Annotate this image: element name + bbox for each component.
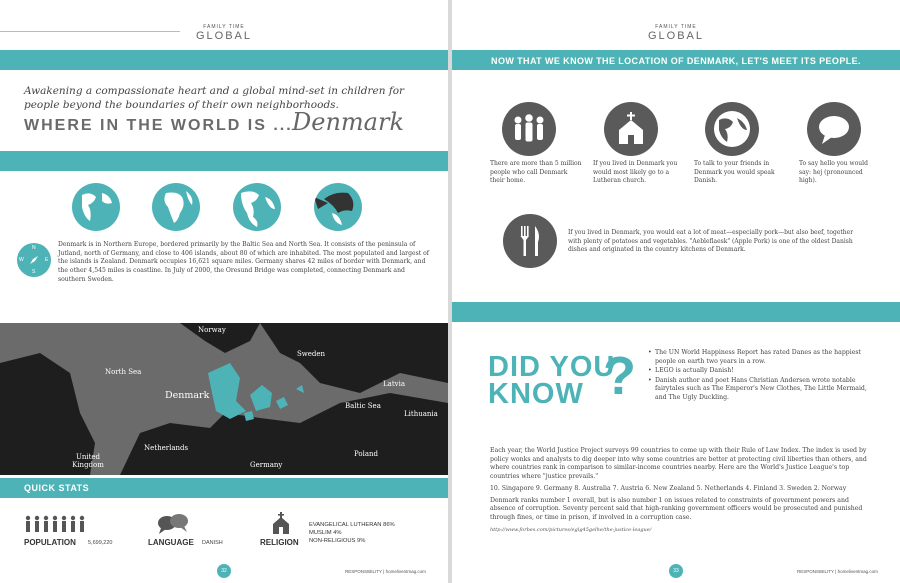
globe-europe-icon: [314, 183, 362, 231]
map-label-poland: Poland: [354, 450, 379, 458]
religion-value-3: NON-RELIGIOUS 9%: [309, 538, 366, 544]
kicker: FAMILY TIME: [203, 24, 245, 30]
population-icon: [24, 515, 86, 533]
population-label: POPULATION: [24, 538, 76, 547]
religion-value-2: MUSLIM 4%: [309, 530, 342, 536]
did-you-know-list: [648, 349, 870, 404]
crowd-icon: [502, 102, 556, 156]
fact-hello: To say hello you would say: hej (pronounced high).: [799, 160, 868, 185]
globe-america-icon: [233, 183, 281, 231]
tagline: Awakening a compassionate heart and a global mind-set in children for people beyond the boundaries of their own neighborhoods.: [24, 85, 405, 111]
denmark-map: [0, 323, 448, 475]
compass-n: N: [32, 245, 36, 251]
justice-list: 10. Singapore 9. Germany 8. Australia 7. Austria 6. New Zealand 5. Netherlands 4. Finland 3. Sweden 2. Norway: [490, 484, 847, 492]
globe-americas-icon: [72, 183, 120, 231]
intro-paragraph: Denmark is in Northern Europe, bordered primarily by the Baltic Sea and North Sea. It consists of the peninsula of Jutland, north of Germany, and close to 406 islands, about 80 of which are inhabited. The most populated and largest of the islands is Zealand. Denmark occupies 16,621 square miles. Germany shares 42 miles of border with Denmark, and the other 4,545 miles is coastline. In July of 2000, the Oresund Bridge was completed, connecting Denmark and southern Sweden.: [58, 241, 430, 283]
map-label-netherlands: Netherlands: [144, 444, 189, 452]
list-item: • The UN World Happiness Report has rated Danes as the happiest people on earth two years in a row.: [648, 349, 870, 366]
fork-knife-icon: [503, 214, 557, 268]
kicker: FAMILY TIME: [655, 24, 697, 30]
compass-s: S: [32, 269, 36, 275]
food-paragraph: If you lived in Denmark, you would eat a lot of meat—especially pork—but also beef, together with plenty of potatoes and vegetables. "Aebleflaesk" (Apple Pork) is one of the oldest Danish dishes and originated in the country kitchens of Denmark.: [568, 229, 854, 254]
compass-icon: [17, 243, 51, 277]
fact-church: If you lived in Denmark you would most likely go to a Lutheran church.: [593, 160, 678, 185]
map-label-latvia: Latvia: [383, 380, 406, 388]
mid-band: [0, 151, 448, 171]
religion-values: [309, 521, 395, 545]
source-link[interactable]: http://www.forbes.com/pictures/eglg45gelhe/the-justice-league/: [490, 526, 652, 533]
globe-africa-icon: [152, 183, 200, 231]
globe-icon: [705, 102, 759, 156]
religion-label: RELIGION: [260, 538, 299, 547]
language-label: LANGUAGE: [148, 538, 194, 547]
footer-text: RESPONSIBILITY | homeliventmag.com: [797, 569, 878, 574]
speech-bubbles-icon: [157, 513, 189, 535]
people-heading: NOW THAT WE KNOW THE LOCATION OF DENMARK, LET'S MEET ITS PEOPLE.: [491, 56, 861, 66]
church-icon: [604, 102, 658, 156]
population-value: 5,699,220: [88, 540, 113, 546]
speech-bubble-icon: [807, 102, 861, 156]
map-label-united-kingdom: United Kingdom: [72, 453, 104, 469]
compass-e: E: [45, 257, 49, 263]
left-page: [0, 0, 448, 583]
church-icon: [272, 512, 290, 534]
section-title: GLOBAL: [647, 30, 705, 42]
fact-population: There are more than 5 million people who call Denmark their home.: [490, 160, 582, 185]
headline-script: Denmark: [292, 108, 404, 136]
did-you-know-title: [488, 351, 616, 410]
list-item: • LEGO is actually Danish!: [648, 367, 870, 376]
map-label-baltic-sea: Baltic Sea: [345, 402, 381, 410]
headline: WHERE IN THE WORLD IS ...: [24, 117, 293, 134]
map-label-germany: Germany: [250, 461, 283, 469]
map-label-north-sea: North Sea: [105, 368, 142, 376]
map-label-sweden: Sweden: [297, 350, 326, 358]
map-label-norway: Norway: [198, 326, 226, 334]
justice-paragraph-2: Denmark ranks number 1 overall, but is also number 1 on issues related to constraints of government powers and absence of corruption. Seventy percent said that high-ranking government officers would be prosecuted and punished through fines, or time in prison, if involved in a corruption case.: [490, 496, 863, 521]
footer-text: RESPONSIBILITY | homeliventmag.com: [345, 569, 426, 574]
compass-w: W: [19, 257, 24, 263]
header-band: [0, 50, 448, 70]
did-you-know-line-1: DID YOU: [488, 351, 616, 383]
section-title: GLOBAL: [195, 30, 253, 42]
map-label-lithuania: Lithuania: [404, 410, 438, 418]
language-value: DANISH: [202, 540, 223, 546]
page-number: 32: [217, 564, 231, 578]
list-item: • Danish author and poet Hans Christian Andersen wrote notable fairytales such as The Emperor's New Clothes, The Little Mermaid, and The Ugly Duckling.: [648, 377, 870, 403]
religion-value-1: EVANGELICAL LUTHERAN 86%: [309, 522, 395, 528]
map-label-denmark: Denmark: [165, 390, 210, 401]
question-mark: ?: [603, 346, 636, 406]
did-you-know-line-2: KNOW: [488, 378, 584, 410]
justice-paragraph-1: Each year, the World Justice Project surveys 99 countries to come up with their Rule of Law Index. The index is used by policy wonks and analysts to dig deeper into why some countries are better at protecting civil liberties than others, and where countries rank in comparison to similar-income countries nearby. Here are the World's Justice League's top countries where "justice prevails.": [490, 447, 867, 481]
quick-stats-title: QUICK STATS: [24, 483, 90, 493]
justice-section: [490, 447, 874, 537]
fact-language: To talk to your friends in Denmark you would speak Danish.: [694, 160, 775, 185]
page-number: 33: [669, 564, 683, 578]
divider-band: [452, 302, 900, 322]
